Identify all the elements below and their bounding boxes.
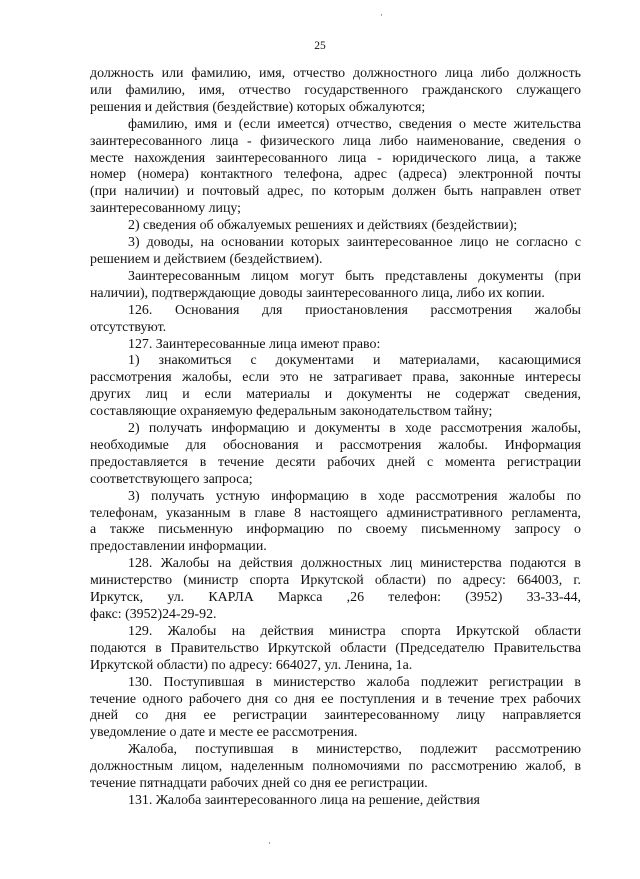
paragraph [90, 303, 581, 337]
text-line: министерство (министр спорта Иркутской области) по адресу: 664003, г. [90, 573, 581, 589]
text-line: должность или фамилию, имя, отчество должностного лица либо должность [90, 66, 581, 81]
paragraph [90, 218, 581, 235]
paragraph [90, 269, 581, 303]
paragraph [90, 675, 581, 743]
text-line: номер (номера) контактного телефона, адрес (адреса) электронной почты [90, 167, 581, 183]
text-line: уведомление о дате и месте ее рассмотрения. [90, 725, 358, 741]
text-line: решением и действием (бездействием). [90, 251, 323, 267]
paragraph [90, 117, 581, 218]
text-line: подаются в Правительство Иркутской области (Председателю Правительства [90, 640, 581, 656]
text-line: 3) доводы, на основании которых заинтересованное лицо не согласно с [128, 235, 581, 251]
text-line: предоставляется в течение десяти рабочих дней с момента регистрации [90, 454, 581, 470]
paragraph [90, 742, 581, 793]
text-line: а также письменную информацию по своему письменному запросу о [90, 522, 581, 538]
paragraph [90, 353, 581, 421]
text-line: отсутствуют. [90, 319, 167, 335]
text-line: 131. Жалоба заинтересованного лица на решение, действия [128, 792, 480, 808]
page-number: 25 [314, 40, 326, 52]
text-line: 3) получать устную информацию в ходе рассмотрения жалобы по [128, 488, 581, 504]
text-line: соответствующего запроса; [90, 471, 253, 487]
text-line: составляющие охраняемую федеральным законодательством тайну; [90, 404, 493, 420]
text-line: рассмотрения жалобы, если это не затрагивает права, законные интересы [90, 370, 581, 386]
text-line: Иркутск, ул. КАРЛА Маркса ,26 телефон: (3952) 33-33-44, [90, 590, 581, 606]
text-line: предоставлении информации. [90, 539, 267, 555]
text-line: или фамилию, имя, отчество государственного гражданского служащего [90, 82, 581, 98]
text-line: течение одного рабочего дня со дня ее поступления и в течение трех рабочих [90, 691, 581, 707]
text-line: заинтересованного лица - физического лица либо наименование, сведения о [90, 133, 581, 149]
text-line: Жалоба, поступившая в министерство, подлежит рассмотрению [128, 742, 581, 758]
text-line: 2) сведения об обжалуемых решениях и действиях (бездействии); [128, 218, 518, 234]
text-line: 126. Основания для приостановления рассмотрения жалобы [128, 302, 581, 318]
text-line: заинтересованному лицу; [90, 201, 242, 217]
scan-speck: · [380, 10, 383, 20]
text-line: должностным лицом, наделенным полномочиями по рассмотрению жалоб, в [90, 759, 581, 775]
text-line: факс: (3952)24-29-92. [90, 607, 217, 622]
text-line: 129. Жалобы на действия министра спорта Иркутской области [128, 623, 581, 639]
text-line: необходимые для обоснования и рассмотрения жалобы. Информация [90, 437, 581, 453]
text-line: (при наличии) и почтовый адрес, по которым должен быть направлен ответ [90, 184, 581, 200]
text-line: фамилию, имя и (если имеется) отчество, сведения о месте жительства [128, 116, 581, 132]
text-line: 2) получать информацию и документы в ходе рассмотрения жалобы, [128, 421, 581, 437]
text-line: течение пятнадцати рабочих дней со дня ее регистрации. [90, 776, 428, 792]
text-line: Заинтересованным лицом могут быть представлены документы (при [128, 268, 581, 284]
text-line: телефонам, указанным в главе 8 настоящего административного регламента, [90, 505, 581, 521]
paragraph [90, 624, 581, 675]
text-line: дней со дня ее регистрации заинтересованному лицу направляется [90, 708, 581, 724]
paragraph [90, 337, 581, 354]
text-line: других лиц и если материалы и документы не содержат сведения, [90, 387, 581, 403]
paragraph [90, 556, 581, 624]
text-line: наличии), подтверждающие доводы заинтересованного лица, либо их копии. [90, 285, 545, 301]
text-line: 128. Жалобы на действия должностных лиц министерства подаются в [128, 556, 581, 572]
paragraph [90, 66, 581, 117]
text-line: 1) знакомиться с документами и материалами, касающимися [128, 353, 581, 369]
paragraph [90, 421, 581, 489]
text-line: 127. Заинтересованные лица имеют право: [128, 336, 381, 352]
text-line: решения и действия (бездействие) которых обжалуются; [90, 99, 426, 115]
scan-speck: · [268, 838, 271, 848]
text-line: месте нахождения заинтересованного лица - юридического лица, а также [90, 150, 581, 166]
paragraph [90, 793, 581, 810]
document-body [90, 66, 581, 810]
text-line: Иркутской области) по адресу: 664027, ул. Ленина, 1а. [90, 657, 413, 673]
paragraph [90, 489, 581, 557]
text-line: 130. Поступившая в министерство жалоба подлежит регистрации в [128, 674, 581, 690]
paragraph [90, 235, 581, 269]
